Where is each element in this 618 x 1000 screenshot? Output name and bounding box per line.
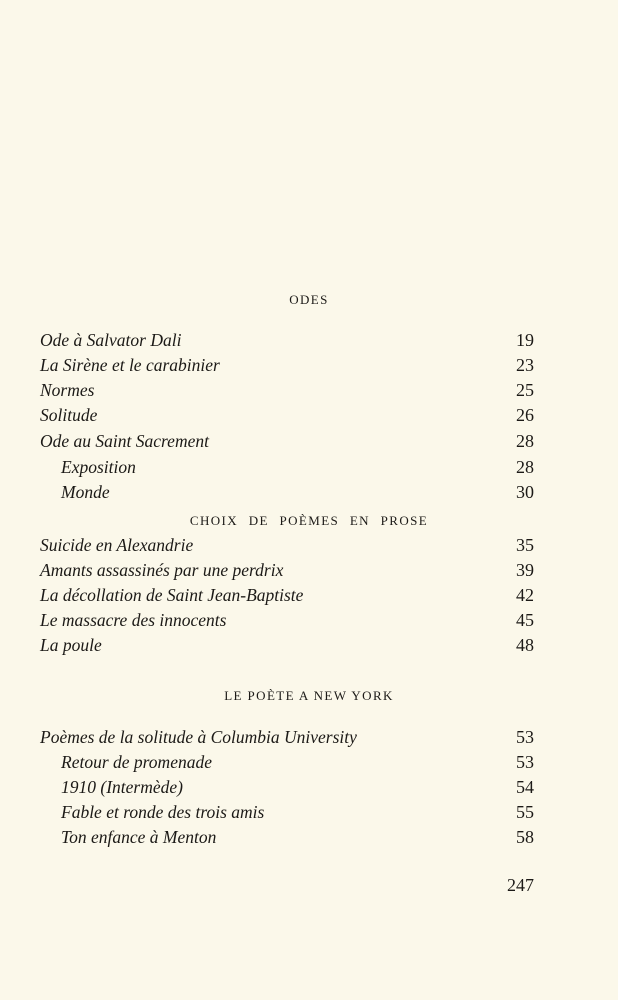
toc-entry (40, 777, 534, 801)
page-number: 247 (507, 875, 534, 895)
toc-entry-title: Retour de promenade (61, 752, 212, 772)
toc-entry (40, 535, 534, 559)
toc-entry (40, 330, 534, 354)
toc-entry (40, 482, 534, 506)
toc-entry-page: 53 (516, 727, 534, 747)
toc-entry-page: 54 (516, 777, 534, 797)
toc-entry-title: Ton enfance à Menton (61, 827, 217, 847)
toc-entry-page: 58 (516, 827, 534, 847)
toc-entry-title: Ode à Salvator Dali (40, 330, 182, 350)
toc-entry-title: Exposition (61, 457, 136, 477)
toc-entry-page: 25 (516, 380, 534, 400)
toc-entry (40, 752, 534, 776)
toc-entry-title: Normes (40, 380, 95, 400)
toc-entry-page: 53 (516, 752, 534, 772)
toc-entry-title: La décollation de Saint Jean-Baptiste (40, 585, 304, 605)
toc-entry-title: La Sirène et le carabinier (40, 355, 220, 375)
toc-entry (40, 827, 534, 851)
toc-entry-title: Amants assassinés par une perdrix (40, 560, 284, 580)
toc-entry-page: 28 (516, 431, 534, 451)
toc-entry-page: 23 (516, 355, 534, 375)
toc-entry-title: Suicide en Alexandrie (40, 535, 194, 555)
section-heading-new-york: LE POÈTE A NEW YORK (224, 688, 394, 703)
toc-entry (40, 355, 534, 379)
toc-entry-title: Monde (61, 482, 110, 502)
toc-entry-title: La poule (40, 635, 102, 655)
toc-entry (40, 727, 534, 751)
toc-entry-title: 1910 (Intermède) (61, 777, 183, 797)
toc-entry-page: 42 (516, 585, 534, 605)
toc-entry-title: Fable et ronde des trois amis (61, 802, 265, 822)
toc-entry-title: Le massacre des innocents (40, 610, 227, 630)
toc-entry-title: Poèmes de la solitude à Columbia University (40, 727, 357, 747)
toc-entry-page: 19 (516, 330, 534, 350)
toc-entry-page: 55 (516, 802, 534, 822)
toc-entry (40, 380, 534, 404)
section-heading-odes: ODES (289, 292, 329, 307)
toc-entry-page: 48 (516, 635, 534, 655)
toc-entry-page: 45 (516, 610, 534, 630)
toc-entry (40, 405, 534, 429)
toc-entry (40, 585, 534, 609)
toc-entry-title: Ode au Saint Sacrement (40, 431, 209, 451)
toc-entry-title: Solitude (40, 405, 98, 425)
toc-entry (40, 457, 534, 481)
toc-entry-page: 35 (516, 535, 534, 555)
toc-entry (40, 560, 534, 584)
toc-entry-page: 30 (516, 482, 534, 502)
toc-entry (40, 635, 534, 659)
toc-entry-page: 39 (516, 560, 534, 580)
toc-entry (40, 802, 534, 826)
toc-entry-page: 26 (516, 405, 534, 425)
toc-entry (40, 431, 534, 455)
toc-entry-page: 28 (516, 457, 534, 477)
section-heading-prose: CHOIX DE POÈMES EN PROSE (189, 513, 429, 528)
toc-entry (40, 610, 534, 634)
